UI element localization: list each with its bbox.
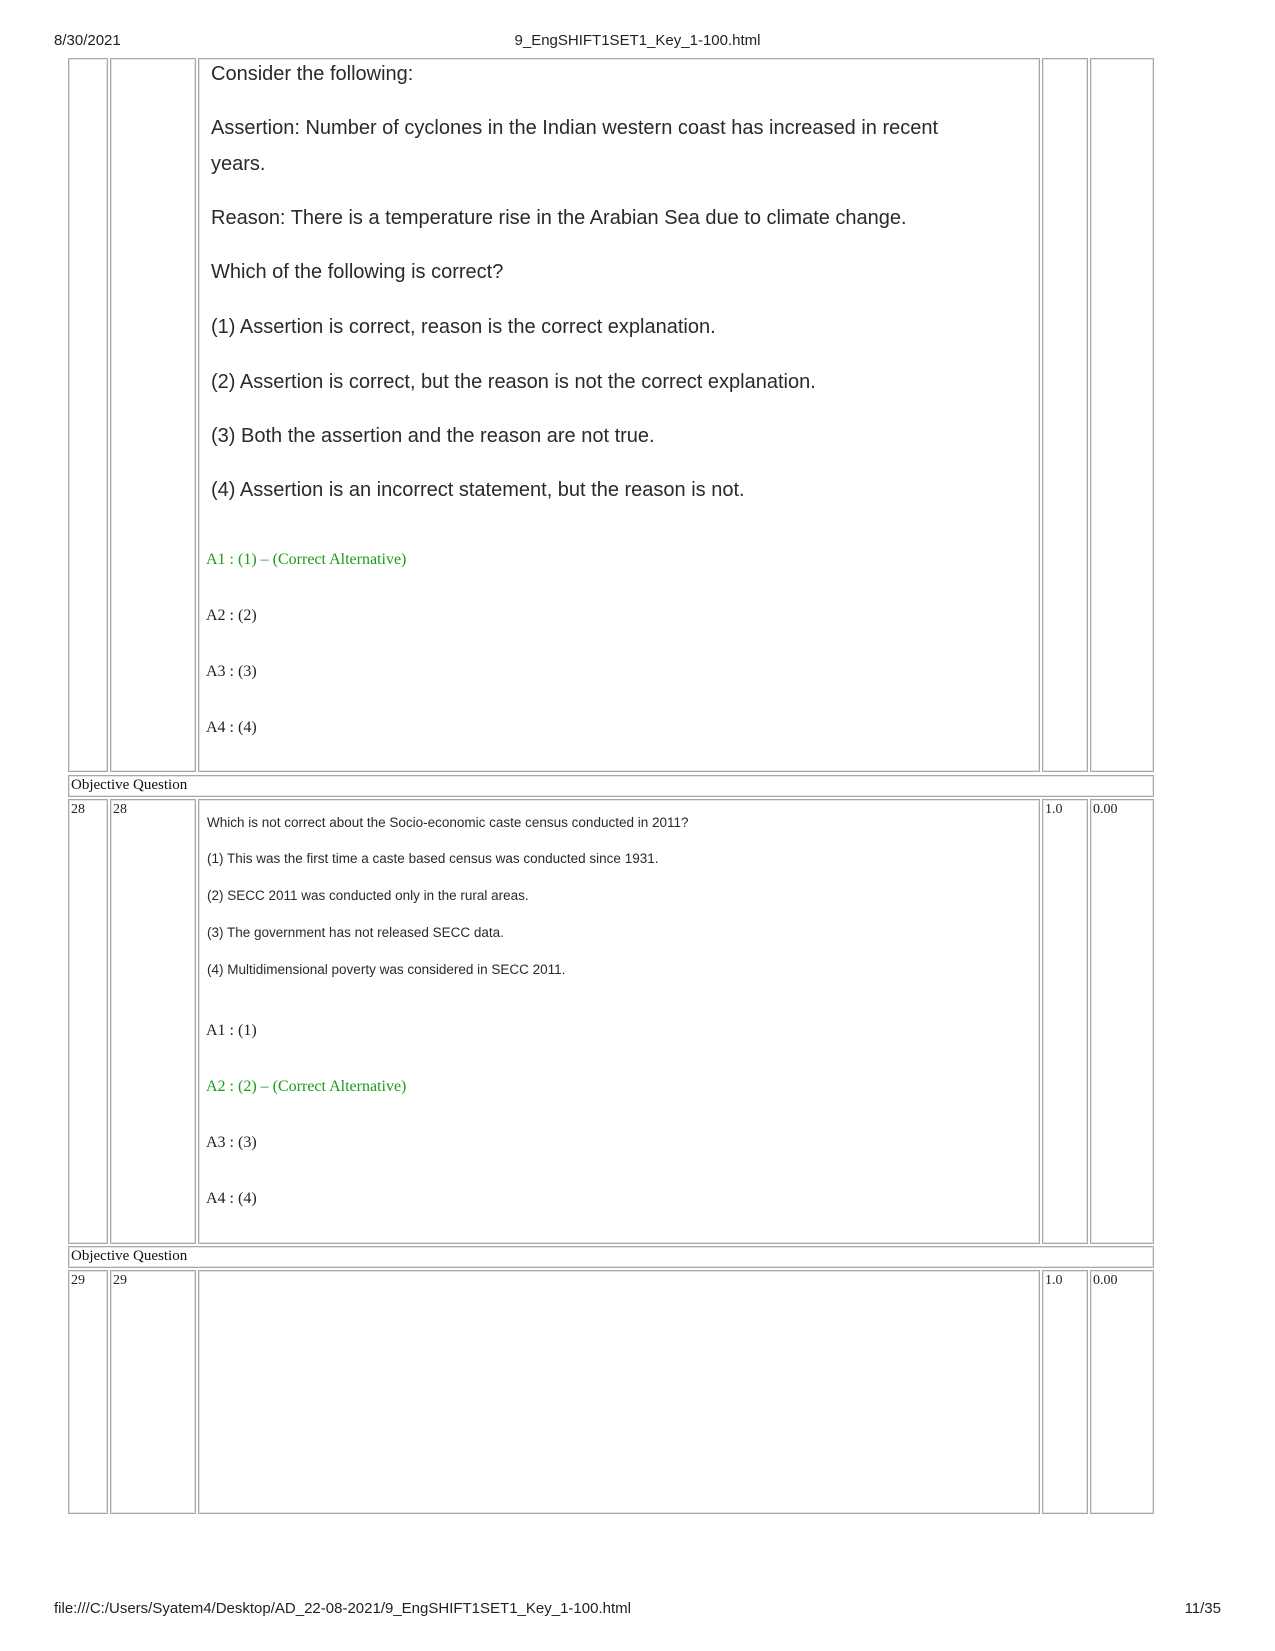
q27-qid-cell: [110, 58, 196, 772]
q29-question-id: 29: [113, 1273, 127, 1288]
q27-option-2: (2) Assertion is correct, but the reason is not the correct explanation.: [211, 371, 816, 393]
page-number: 11/35: [1184, 1600, 1221, 1617]
q28-answer-1: A1 : (1): [206, 1022, 257, 1039]
q27-option-3: (3) Both the assertion and the reason are not true.: [211, 425, 655, 447]
q28-serial-number: 28: [71, 802, 85, 817]
document-title: 9_EngSHIFT1SET1_Key_1-100.html: [514, 32, 761, 49]
q28-qid-cell: [110, 799, 196, 1244]
q29-question-cell: [198, 1270, 1040, 1514]
section-label: Objective Question: [71, 777, 188, 793]
q29-sno-cell: [68, 1270, 108, 1514]
q27-sno-cell: [68, 58, 108, 772]
q28-negative-marks: 0.00: [1093, 802, 1118, 817]
q27-line-assertion: Assertion: Number of cyclones in the Indian western coast has increased in recent: [211, 117, 939, 139]
q29-marks-cell: [1042, 1270, 1088, 1514]
print-date: 8/30/2021: [54, 32, 121, 49]
q27-answer-3: A3 : (3): [206, 663, 257, 680]
q28-line-prompt: Which is not correct about the Socio-economic caste census conducted in 2011?: [207, 815, 689, 830]
q27-option-4: (4) Assertion is an incorrect statement, but the reason is not.: [211, 479, 745, 501]
q28-answer-4: A4 : (4): [206, 1190, 257, 1207]
q28-marks: 1.0: [1045, 802, 1063, 817]
q28-option-4: (4) Multidimensional poverty was considered in SECC 2011.: [207, 962, 566, 977]
q28-negative-cell: [1090, 799, 1154, 1244]
q29-qid-cell: [110, 1270, 196, 1514]
q27-answer-4: A4 : (4): [206, 719, 257, 736]
q28-option-3: (3) The government has not released SECC data.: [207, 925, 504, 940]
q28-answer-3: A3 : (3): [206, 1134, 257, 1151]
q27-line-assertion-cont: years.: [211, 153, 266, 175]
q28-marks-cell: [1042, 799, 1088, 1244]
q27-answer-1: A1 : (1) – (Correct Alternative): [206, 551, 407, 568]
q28-sno-cell: [68, 799, 108, 1244]
q28-answer-2: A2 : (2) – (Correct Alternative): [206, 1078, 407, 1095]
q27-line-intro: Consider the following:: [211, 63, 414, 85]
q27-option-1: (1) Assertion is correct, reason is the correct explanation.: [211, 316, 716, 338]
q28-option-1: (1) This was the first time a caste based census was conducted since 1931.: [207, 851, 659, 866]
q29-negative-marks: 0.00: [1093, 1273, 1118, 1288]
file-path: file:///C:/Users/Syatem4/Desktop/AD_22-08-2021/9_EngSHIFT1SET1_Key_1-100.html: [54, 1600, 631, 1617]
q27-answer-2: A2 : (2): [206, 607, 257, 624]
section-label: Objective Question: [71, 1248, 188, 1264]
q28-option-2: (2) SECC 2011 was conducted only in the rural areas.: [207, 888, 529, 903]
q27-question-cell: [198, 58, 1040, 772]
q27-marks-cell: [1042, 58, 1088, 772]
q27-negative-cell: [1090, 58, 1154, 772]
q27-line-reason: Reason: There is a temperature rise in the Arabian Sea due to climate change.: [211, 207, 907, 229]
section-label-row: [68, 775, 1154, 797]
q29-negative-cell: [1090, 1270, 1154, 1514]
section-label-row: [68, 1246, 1154, 1268]
q28-question-id: 28: [113, 802, 127, 817]
q27-line-prompt: Which of the following is correct?: [211, 261, 504, 283]
q29-marks: 1.0: [1045, 1273, 1063, 1288]
q29-serial-number: 29: [71, 1273, 85, 1288]
